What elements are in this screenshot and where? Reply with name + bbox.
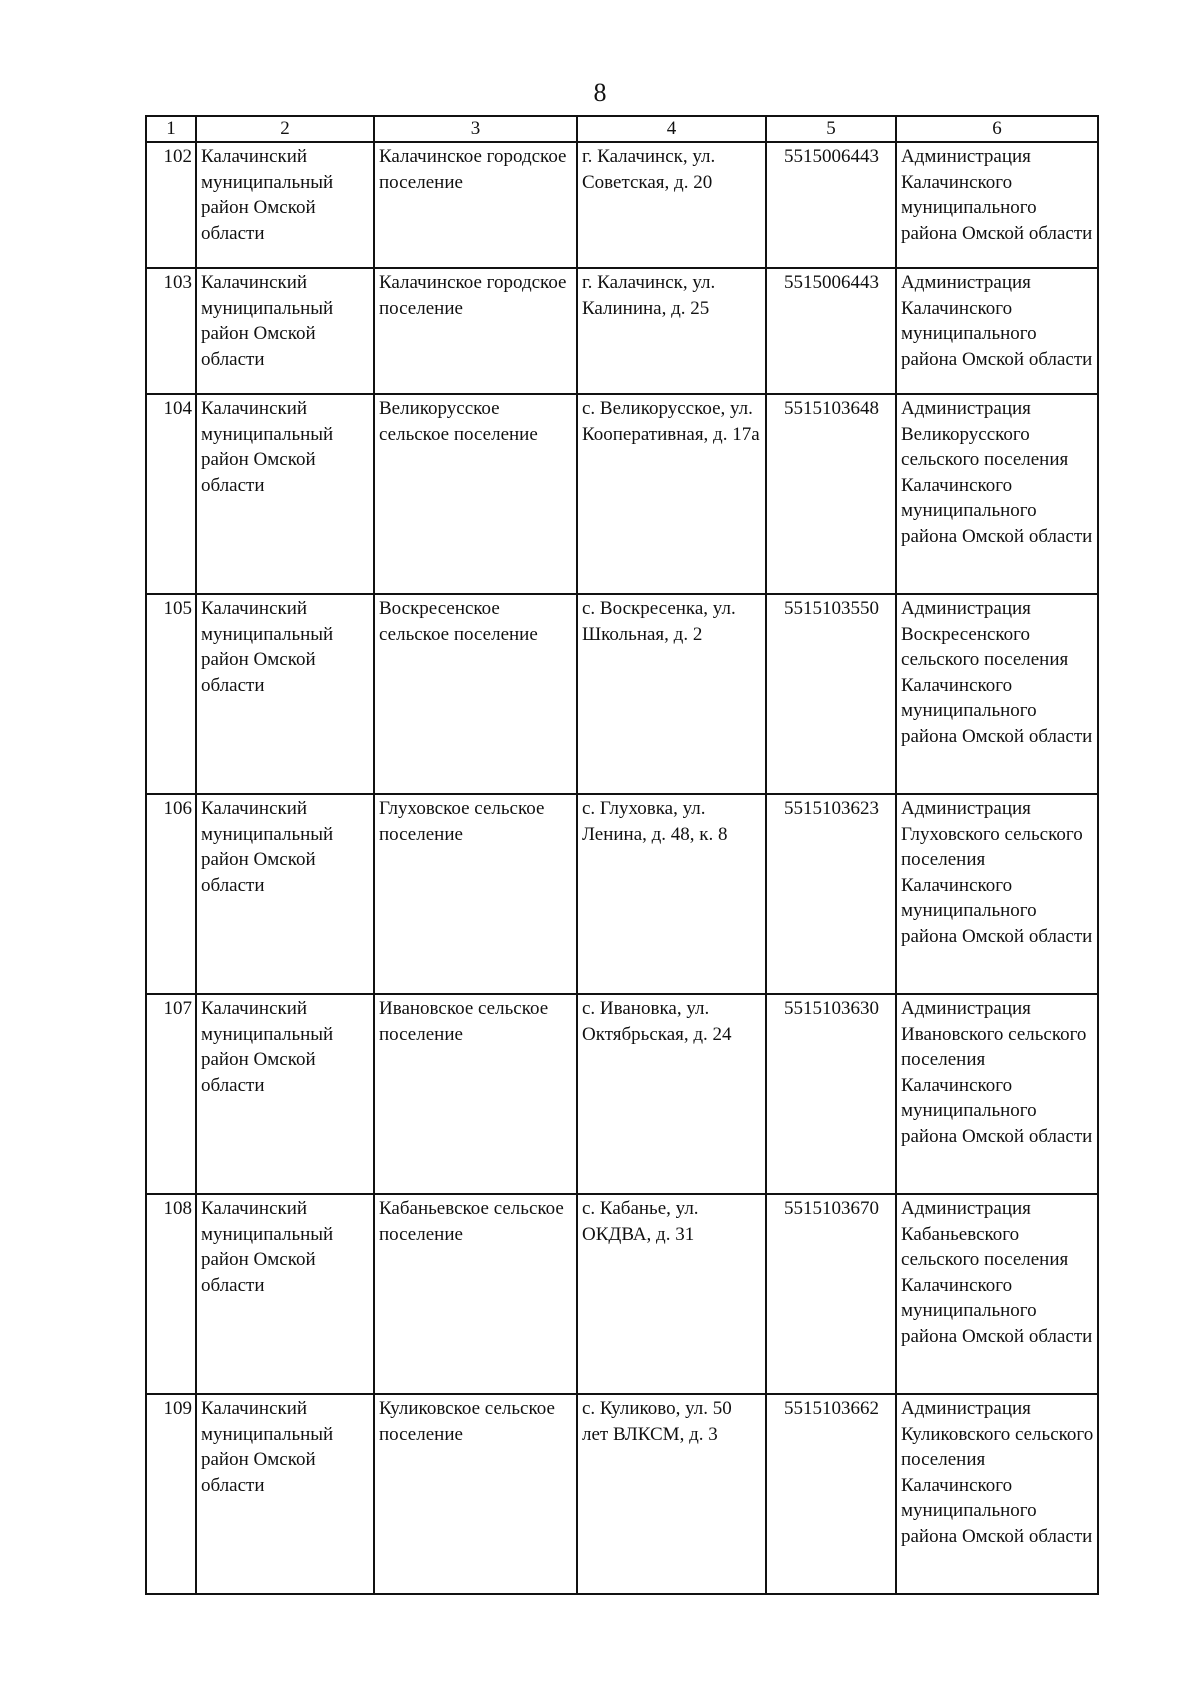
settlement-cell: Калачинское городское поселение (374, 142, 577, 268)
column-header: 1 (146, 116, 196, 142)
address-cell: с. Великорусское, ул. Кооперативная, д. 17а (577, 394, 766, 594)
administration-cell: Администрация Воскресенского сельского поселения Калачинского муниципального района Омской области (896, 594, 1098, 794)
column-header: 2 (196, 116, 374, 142)
address-cell: с. Кабанье, ул. ОКДВА, д. 31 (577, 1194, 766, 1394)
table-row (146, 268, 1098, 394)
district-cell: Калачинский муниципальный район Омской области (196, 1194, 374, 1394)
table-row (146, 794, 1098, 994)
administration-cell: Администрация Куликовского сельского поселения Калачинского муниципального района Омской области (896, 1394, 1098, 1594)
row-number: 104 (146, 394, 196, 594)
district-cell: Калачинский муниципальный район Омской области (196, 1394, 374, 1594)
address-cell: с. Воскресенка, ул. Школьная, д. 2 (577, 594, 766, 794)
column-header: 3 (374, 116, 577, 142)
address-cell: г. Калачинск, ул. Советская, д. 20 (577, 142, 766, 268)
row-number: 107 (146, 994, 196, 1194)
registry-table (145, 115, 1099, 1595)
row-number: 102 (146, 142, 196, 268)
row-number: 109 (146, 1394, 196, 1594)
table-row (146, 994, 1098, 1194)
inn-cell: 5515103670 (766, 1194, 896, 1394)
column-header: 5 (766, 116, 896, 142)
administration-cell: Администрация Ивановского сельского поселения Калачинского муниципального района Омской области (896, 994, 1098, 1194)
row-number: 108 (146, 1194, 196, 1394)
district-cell: Калачинский муниципальный район Омской области (196, 994, 374, 1194)
column-header: 4 (577, 116, 766, 142)
district-cell: Калачинский муниципальный район Омской области (196, 394, 374, 594)
table-row (146, 142, 1098, 268)
column-header: 6 (896, 116, 1098, 142)
inn-cell: 5515103648 (766, 394, 896, 594)
address-cell: с. Куликово, ул. 50 лет ВЛКСМ, д. 3 (577, 1394, 766, 1594)
administration-cell: Администрация Калачинского муниципального района Омской области (896, 142, 1098, 268)
administration-cell: Администрация Калачинского муниципального района Омской области (896, 268, 1098, 394)
district-cell: Калачинский муниципальный район Омской области (196, 268, 374, 394)
inn-cell: 5515103550 (766, 594, 896, 794)
settlement-cell: Куликовское сельское поселение (374, 1394, 577, 1594)
district-cell: Калачинский муниципальный район Омской области (196, 142, 374, 268)
address-cell: с. Глуховка, ул. Ленина, д. 48, к. 8 (577, 794, 766, 994)
settlement-cell: Воскресенское сельское поселение (374, 594, 577, 794)
inn-cell: 5515006443 (766, 142, 896, 268)
settlement-cell: Калачинское городское поселение (374, 268, 577, 394)
settlement-cell: Кабаньевское сельское поселение (374, 1194, 577, 1394)
address-cell: г. Калачинск, ул. Калинина, д. 25 (577, 268, 766, 394)
table-row (146, 1194, 1098, 1394)
table-row (146, 594, 1098, 794)
inn-cell: 5515103630 (766, 994, 896, 1194)
table-row (146, 394, 1098, 594)
administration-cell: Администрация Кабаньевского сельского поселения Калачинского муниципального района Омской области (896, 1194, 1098, 1394)
row-number: 106 (146, 794, 196, 994)
administration-cell: Администрация Глуховского сельского поселения Калачинского муниципального района Омской области (896, 794, 1098, 994)
settlement-cell: Ивановское сельское поселение (374, 994, 577, 1194)
table-row (146, 1394, 1098, 1594)
settlement-cell: Великорусское сельское поселение (374, 394, 577, 594)
settlement-cell: Глуховское сельское поселение (374, 794, 577, 994)
inn-cell: 5515006443 (766, 268, 896, 394)
administration-cell: Администрация Великорусского сельского поселения Калачинского муниципального района Омской области (896, 394, 1098, 594)
district-cell: Калачинский муниципальный район Омской области (196, 594, 374, 794)
inn-cell: 5515103623 (766, 794, 896, 994)
inn-cell: 5515103662 (766, 1394, 896, 1594)
page-number: 8 (593, 78, 607, 107)
district-cell: Калачинский муниципальный район Омской области (196, 794, 374, 994)
column-number-row (146, 116, 1098, 142)
address-cell: с. Ивановка, ул. Октябрьская, д. 24 (577, 994, 766, 1194)
row-number: 103 (146, 268, 196, 394)
row-number: 105 (146, 594, 196, 794)
